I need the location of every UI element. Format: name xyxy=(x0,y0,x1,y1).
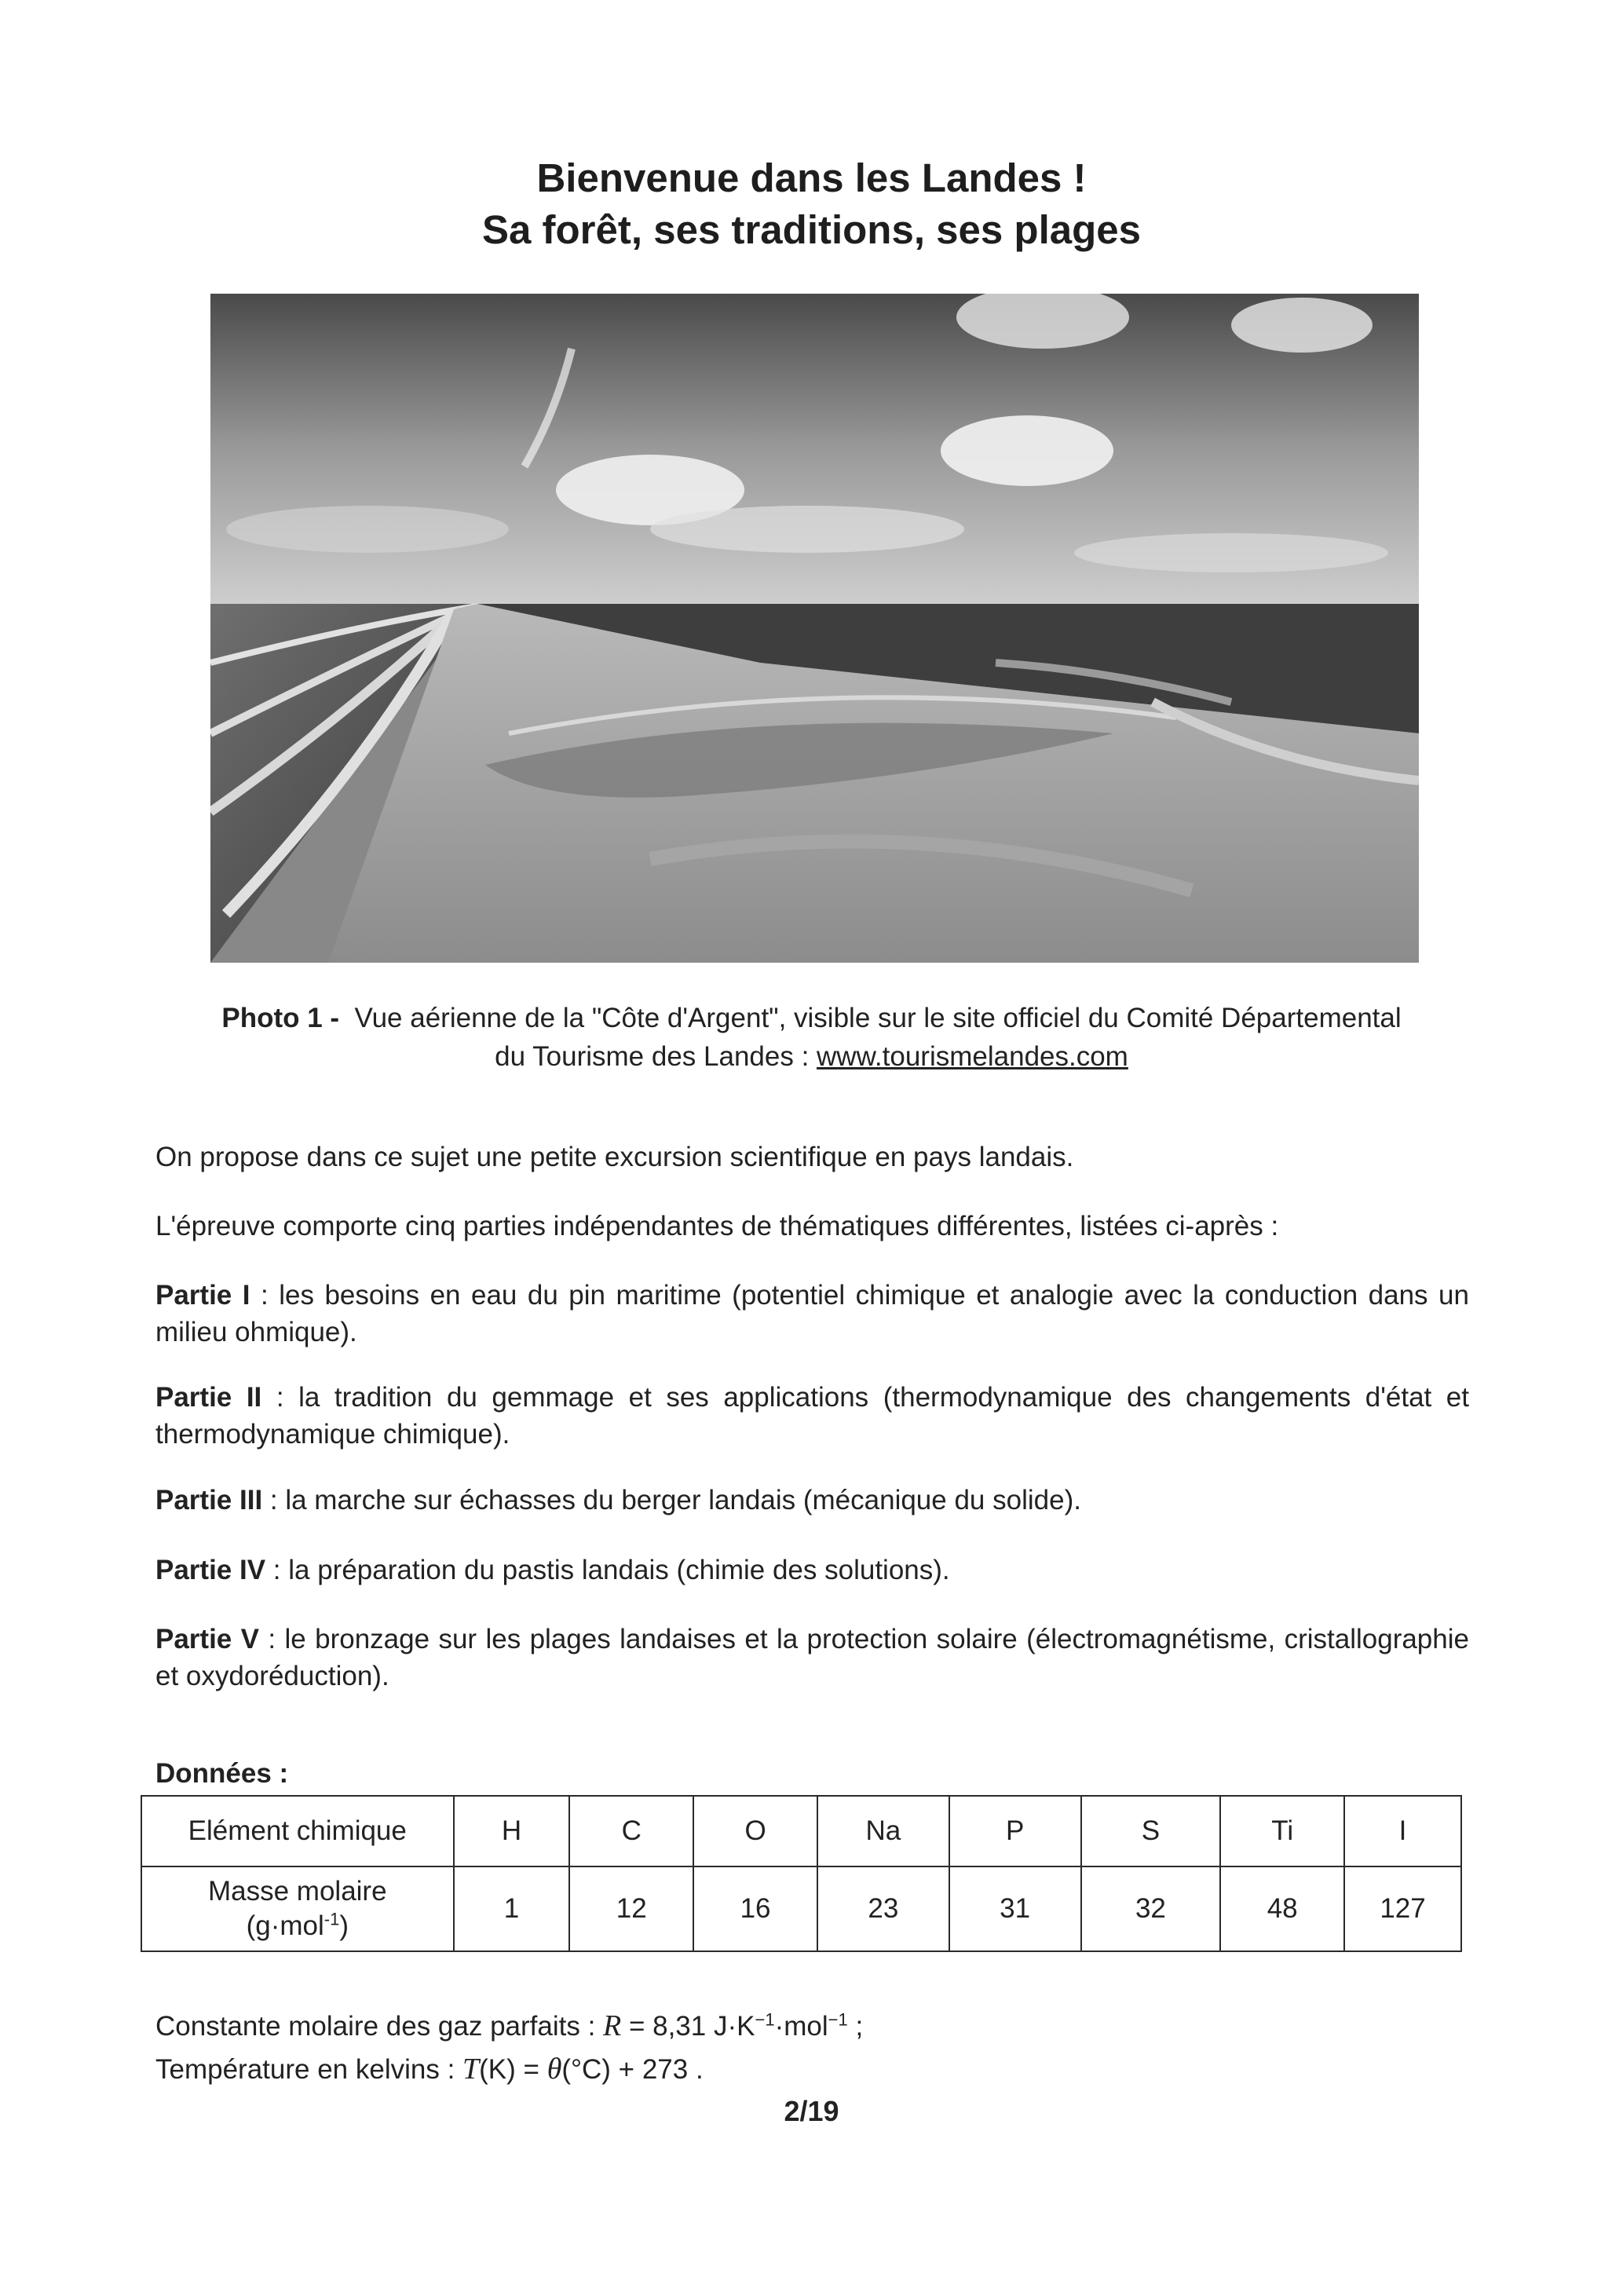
table-cell-element: Na xyxy=(817,1796,949,1866)
part-3-text: : la marche sur échasses du berger landais (mécanique du solide). xyxy=(262,1485,1081,1515)
table-row xyxy=(141,1866,1461,1951)
caption-label: Photo 1 - xyxy=(221,1003,340,1033)
table-cell-element: S xyxy=(1081,1796,1221,1866)
part-3-paragraph xyxy=(155,1482,1469,1519)
caption-link[interactable]: www.tourismelandes.com xyxy=(817,1041,1128,1072)
caption-text-line2: du Tourisme des Landes : xyxy=(495,1041,817,1072)
table-cell-mass: 12 xyxy=(569,1866,693,1951)
mass-label-unit-b: ) xyxy=(339,1910,349,1941)
table-cell-element: C xyxy=(569,1796,693,1866)
intro-paragraph-2: L'épreuve comporte cinq parties indépendantes de thématiques différentes, listées ci-après : xyxy=(155,1211,1279,1241)
table-cell-mass: 1 xyxy=(454,1866,570,1951)
table-mass-label xyxy=(141,1866,454,1951)
part-5-paragraph xyxy=(155,1621,1469,1695)
intro-paragraph-1: On propose dans ce sujet une petite excursion scientifique en pays landais. xyxy=(155,1142,1074,1172)
gas-constant-symbol: R xyxy=(603,2009,622,2042)
page-title-line2: Sa forêt, ses traditions, ses plages xyxy=(482,207,1141,252)
gas-constant-exp2: −1 xyxy=(828,2009,848,2030)
part-2-label: Partie II xyxy=(155,1382,262,1413)
temperature-expr2: (°C) + 273 . xyxy=(561,2054,704,2085)
part-1-text: : les besoins en eau du pin maritime (potentiel chimique et analogie avec la conduction dans un milieu ohmique). xyxy=(155,1280,1469,1347)
table-header-label: Elément chimique xyxy=(141,1796,454,1866)
mass-label-line1: Masse molaire xyxy=(207,1876,387,1907)
part-4-paragraph xyxy=(155,1552,1469,1589)
part-3-label: Partie III xyxy=(155,1485,263,1515)
table-cell-mass: 31 xyxy=(949,1866,1081,1951)
gas-constant-label: Constante molaire des gaz parfaits : xyxy=(155,2011,604,2042)
gas-constant-line xyxy=(155,2006,863,2046)
gas-constant-value: = 8,31 J·K xyxy=(621,2011,755,2042)
temperature-line xyxy=(155,2049,704,2089)
table-cell-mass: 32 xyxy=(1081,1866,1221,1951)
gas-constant-end: ; xyxy=(847,2011,864,2042)
temperature-symbol: T xyxy=(462,2053,480,2086)
part-4-text: : la préparation du pastis landais (chimie des solutions). xyxy=(265,1555,950,1585)
part-1-paragraph xyxy=(155,1277,1469,1351)
table-cell-element: P xyxy=(949,1796,1081,1866)
theta-symbol: θ xyxy=(546,2053,562,2086)
table-cell-element: O xyxy=(693,1796,817,1866)
table-cell-element: I xyxy=(1344,1796,1461,1866)
mass-label-exp: -1 xyxy=(324,1909,340,1929)
temperature-label: Température en kelvins : xyxy=(155,2054,463,2085)
table-cell-mass: 16 xyxy=(693,1866,817,1951)
gas-constant-mid: ·mol xyxy=(774,2011,828,2042)
page-title-line1: Bienvenue dans les Landes ! xyxy=(536,155,1087,200)
part-2-paragraph xyxy=(155,1379,1469,1453)
table-row xyxy=(141,1796,1461,1866)
molar-mass-table xyxy=(141,1795,1462,1952)
mass-label-unit-a: (g·mol xyxy=(246,1910,324,1941)
donnees-heading: Données : xyxy=(155,1758,289,1789)
page-number: 2/19 xyxy=(784,2095,839,2127)
aerial-coast-photo xyxy=(210,294,1419,963)
part-2-text: : la tradition du gemmage et ses applications (thermodynamique des changements d'état et thermodynamique chimique). xyxy=(155,1382,1469,1450)
table-cell-element: H xyxy=(454,1796,570,1866)
table-cell-mass: 127 xyxy=(1344,1866,1461,1951)
table-cell-mass: 23 xyxy=(817,1866,949,1951)
caption-text-line1: Vue aérienne de la "Côte d'Argent", visible sur le site officiel du Comité Départemental xyxy=(354,1003,1402,1033)
temperature-expr1: (K) = xyxy=(479,2054,547,2085)
table-cell-element: Ti xyxy=(1220,1796,1344,1866)
gas-constant-exp1: −1 xyxy=(755,2009,775,2030)
part-5-text: : le bronzage sur les plages landaises et la protection solaire (électromagnétisme, cristallographie et oxydoréduction). xyxy=(155,1624,1469,1691)
photo-caption xyxy=(157,999,1466,1076)
table-cell-mass: 48 xyxy=(1220,1866,1344,1951)
part-5-label: Partie V xyxy=(155,1624,260,1654)
part-1-label: Partie I xyxy=(155,1280,250,1311)
part-4-label: Partie IV xyxy=(155,1555,266,1585)
